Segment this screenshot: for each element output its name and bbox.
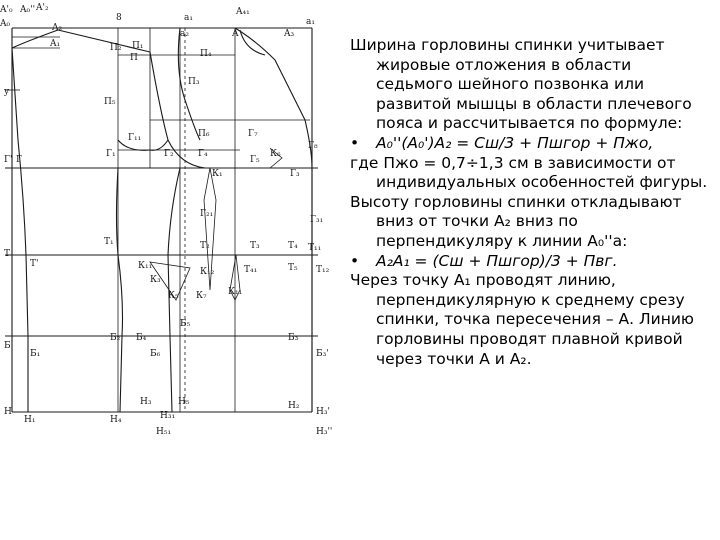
top-label: A: [232, 29, 239, 39]
label-g4: Г₄: [198, 149, 208, 159]
formula-neck-width-text: A₀''(A₀')A₂ = Сш/3 + Пшгор + Пжо,: [376, 133, 654, 152]
label-g2: Г₂: [164, 149, 174, 159]
label-b6: Б₆: [150, 349, 161, 359]
explanation-text: [350, 36, 712, 369]
label-k11: К₁₁: [138, 261, 153, 271]
label-g7: Г₇: [248, 129, 258, 139]
label-t2: Т₂: [200, 241, 210, 251]
label-b3: Б₃: [288, 333, 299, 343]
label-g11: Г₁₁: [128, 133, 142, 143]
label-g3: Г₃: [290, 169, 300, 179]
label-g: Г: [16, 155, 22, 165]
label-b: Б: [4, 341, 11, 351]
label-g1: Г₁: [106, 149, 116, 159]
top-label: A₀'': [20, 5, 36, 15]
back-piece-outline: [12, 30, 205, 412]
paragraph-allowance: где Пжо = 0,7÷1,3 см в зависимости от индивидуальных особенностей фигуры.: [350, 153, 708, 192]
top-label: 8: [116, 13, 122, 23]
label-n3: Н₃: [140, 397, 152, 407]
label-t5: Т₅: [288, 263, 298, 273]
label-b1: Б₁: [30, 349, 41, 359]
label-k6: К₆: [270, 149, 281, 159]
label-p5: П₅: [104, 97, 116, 107]
garment-pattern-drawing: [0, 0, 345, 540]
top-label: A₀: [0, 19, 11, 29]
label-k1: К₁: [212, 169, 223, 179]
label-b2: Б₂: [110, 333, 121, 343]
label-k11-b: К₁₁: [228, 287, 243, 297]
label-b4: Б₄: [136, 333, 147, 343]
paragraph-neck-curve: Через точку А₁ проводят линию, перпендикулярную к среднему срезу спинки, точка пересечения – А. Линию горловины проводят плавной кривой через точки А и А₂.: [350, 271, 694, 368]
vertical-lines: [118, 28, 235, 412]
label-t11: Т₁₁: [308, 243, 322, 253]
label-g5: Г₅: [250, 155, 260, 165]
label-t-prime: Т': [30, 259, 39, 269]
label-t1: Т₁: [104, 237, 114, 247]
label-t: Т: [4, 249, 11, 259]
label-t12: Т₁₂: [316, 265, 330, 275]
label-b5: Б₅: [180, 319, 191, 329]
formula-neck-height: [350, 252, 712, 272]
top-label: A'₂: [36, 3, 49, 13]
label-p: П: [130, 53, 138, 63]
label-g-prime: Г': [4, 155, 13, 165]
label-n3-prime: Н₃': [316, 407, 330, 417]
label-p4: П₄: [200, 49, 212, 59]
label-t41: Т₄₁: [244, 265, 258, 275]
frame-lines: [12, 28, 312, 412]
paragraph-neck-width: Ширина горловины спинки учитывает жировые отложения в области седьмого шейного позвонка или развитой мышцы в области плечевого пояса и рассчитывается по формуле:: [350, 36, 692, 133]
formula-neck-height-text: A₂A₁ = (Сш + Пшгор)/3 + Пвг.: [376, 251, 618, 270]
label-n31: Н₃₁: [160, 411, 176, 421]
top-label: a₂: [180, 29, 189, 39]
label-n51: Н₅₁: [156, 427, 172, 437]
horizontal-lines: [5, 37, 318, 336]
label-p2: П₂: [110, 43, 122, 53]
top-label: a₁: [184, 13, 193, 23]
top-label: A'₀: [0, 5, 13, 15]
top-label: A₂: [52, 23, 63, 33]
top-label: a₁: [306, 17, 315, 27]
label-g8: Г₈: [308, 141, 318, 151]
label-n: Н: [4, 407, 12, 417]
label-k7: К₇: [196, 291, 207, 301]
point-labels: [0, 3, 332, 437]
label-n1: Н₁: [24, 415, 36, 425]
top-label: A₃: [284, 29, 295, 39]
label-g31: Г₃₁: [310, 215, 324, 225]
label-p3: П₃: [188, 77, 200, 87]
label-n3-dprime: Н₃'': [316, 427, 333, 437]
label-g21: Г₂₁: [200, 209, 214, 219]
label-p1: П₁: [132, 41, 144, 51]
label-n4: Н₄: [110, 415, 122, 425]
label-y: y: [4, 87, 10, 97]
label-k5: К₅: [168, 291, 179, 301]
formula-neck-width: [350, 134, 712, 154]
label-t4: Т₄: [288, 241, 298, 251]
paragraph-neck-height: Высоту горловины спинки откладывают вниз от точки А₂ вниз по перпендикуляру к линии А₀''а:: [350, 192, 682, 250]
label-n5: Н₅: [178, 397, 190, 407]
label-n2: Н₂: [288, 401, 300, 411]
label-p6: П₆: [198, 129, 210, 139]
label-b3-prime: Б₃': [316, 349, 329, 359]
top-label: A₁: [50, 39, 61, 49]
label-k3: К₃: [150, 275, 161, 285]
label-t3: Т₃: [250, 241, 260, 251]
label-k12: К₁₂: [200, 267, 215, 277]
top-label: A₄₁: [236, 7, 250, 17]
